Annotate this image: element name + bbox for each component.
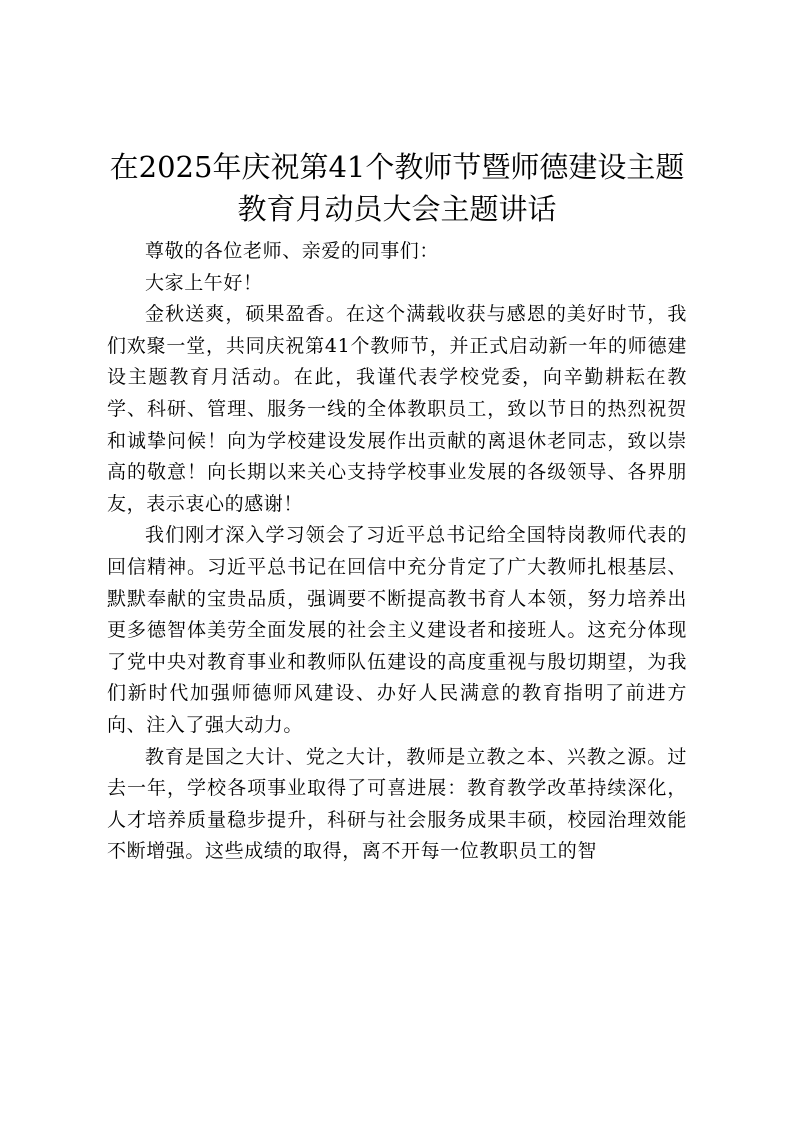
greeting: 大家上午好！ xyxy=(145,271,263,294)
body-paragraph: 教育是国之大计、党之大计，教师是立教之本、兴教之源。过去一年，学校各项事业取得了可喜进展：教育教学改革持续深化，人才培养质量稳步提升，科研与社会服务成果丰硕，校园治理效能不断增强。这些成绩的取得，离不开每一位教职员工的智 xyxy=(107,745,687,863)
document-title xyxy=(107,146,687,230)
body-paragraph: 金秋送爽，硕果盈香。在这个满载收获与感恩的美好时节，我们欢聚一堂，共同庆祝第41个教师节，并正式启动新一年的师德建设主题教育月活动。在此，我谨代表学校党委，向辛勤耕耘在教学、科研、管理、服务一线的全体教职员工，致以节日的热烈祝贺和诚挚问候！向为学校建设发展作出贡献的离退休老同志，致以崇高的敬意！向长期以来关心支持学校事业发展的各级领导、各界朋友，表示衷心的感谢！ xyxy=(107,303,687,515)
document-page xyxy=(107,146,687,868)
title-line-2: 教育月动员大会主题讲话 xyxy=(237,192,557,226)
salutation: 尊敬的各位老师、亲爱的同事们： xyxy=(145,240,440,262)
body-paragraph: 我们刚才深入学习领会了习近平总书记给全国特岗教师代表的回信精神。习近平总书记在回信中充分肯定了广大教师扎根基层、默默奉献的宝贵品质，强调要不断提高教书育人本领，努力培养出更多德智体美劳全面发展的社会主义建设者和接班人。这充分体现了党中央对教育事业和教师队伍建设的高度重视与殷切期望，为我们新时代加强师德师风建设、办好人民满意的教育指明了前进方向、注入了强大动力。 xyxy=(107,524,687,736)
title-line-1: 在2025年庆祝第41个教师节暨师德建设主题 xyxy=(109,150,685,184)
